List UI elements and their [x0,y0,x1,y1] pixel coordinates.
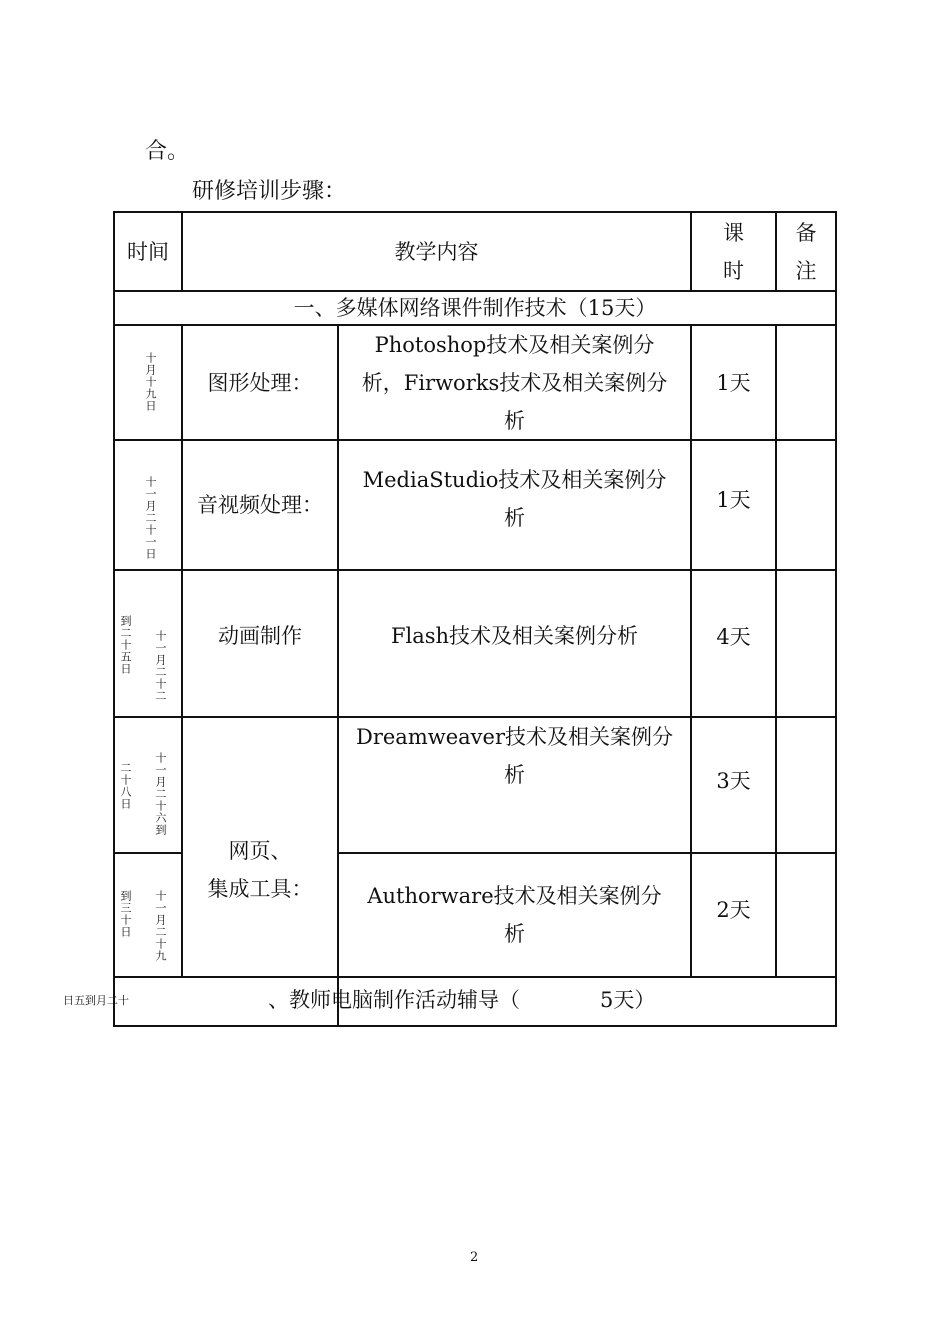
row-detail-line: 析 [504,763,525,787]
table-border-right [835,211,837,1027]
row-topic: 动画制作 [218,624,302,648]
section2-side-note: 日五到月二十 [63,994,129,1007]
section-heading: 研修培训步骤： [192,179,347,204]
table-rule [113,852,183,854]
section-title-teacher-days: 5天） [600,988,656,1012]
row-date: 十一月二十一日 [144,476,157,560]
header-hours [692,213,775,290]
text-fragment: 合。 [145,139,190,164]
table-border-left [113,211,115,1027]
row-hours: 2天 [716,898,751,922]
row-date: 十月十九日 [144,352,157,412]
row-detail [339,326,690,439]
header-time: 时间 [127,239,169,264]
row-detail-line: 析 [504,922,525,946]
section-title-multimedia: 一、多媒体网络课件制作技术（15天） [293,296,657,320]
row-detail-line: 析 [504,505,525,530]
table-col-rule [775,324,777,977]
row-hours: 3天 [716,769,751,793]
row-detail [339,718,690,794]
merged-topic-line: 集成工具： [207,876,313,901]
row-detail-line: Dreamweaver技术及相关案例分 [356,725,673,749]
row-detail: Flash技术及相关案例分析 [390,624,639,648]
row-date: 十一月二十二 [154,630,167,702]
table-rule [113,976,837,978]
row-detail-line: Authorware技术及相关案例分 [367,884,662,908]
row-detail-line: 析，Firworks技术及相关案例分 [361,370,668,395]
row-date-continued: 到三十日 [119,890,132,938]
row-date-continued: 二十八日 [119,762,132,810]
row-topic: 音视频处理： [197,493,323,517]
row-date: 十一月二十九 [154,890,167,962]
table-border-bottom [113,1025,837,1027]
header-content: 教学内容 [394,239,479,264]
section-title-teacher: 、教师电脑制作活动辅导（ [268,988,520,1012]
row-date-continued: 到二十五日 [119,615,132,675]
header-note-char1: 备 [795,220,817,245]
row-detail [339,441,690,556]
header-note [777,213,835,290]
header-note-char2: 注 [795,258,817,283]
header-hours-char2: 时 [723,258,744,283]
row-detail-line: Photoshop技术及相关案例分 [374,332,655,357]
row-hours: 4天 [716,625,751,649]
header-hours-char1: 课 [723,220,744,245]
row-detail-line: 析 [504,408,525,433]
row-hours: 1天 [716,370,751,395]
row-hours: 1天 [716,488,751,512]
merged-topic-web-tools [183,718,337,976]
row-detail [339,854,690,976]
page-number: 2 [470,1250,479,1265]
row-detail-line: MediaStudio技术及相关案例分 [362,467,667,492]
row-topic: 图形处理： [207,370,313,395]
merged-topic-line: 网页、 [228,838,292,863]
row-date: 十一月二十六到 [154,752,167,836]
